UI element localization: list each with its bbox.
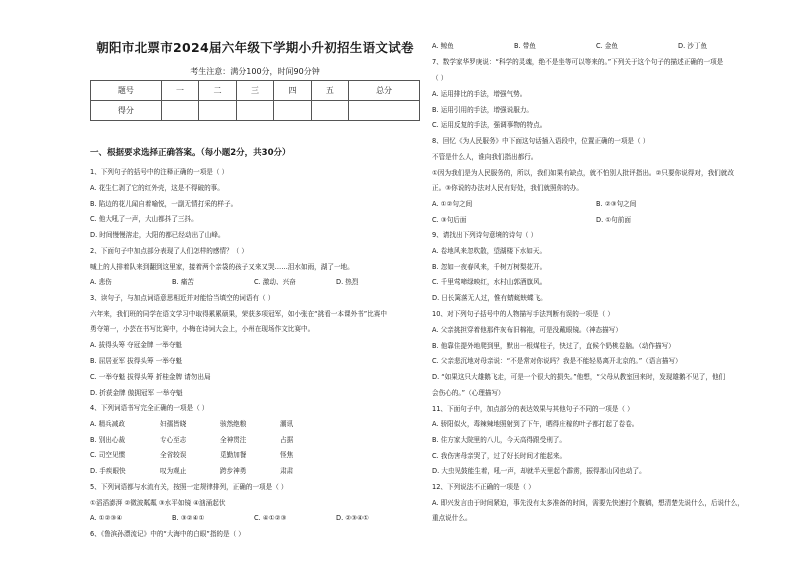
option: D. ①句前面 [596,216,631,224]
option-line: C. 运用反复的手法，强调事物的特点。 [432,121,547,129]
option-line: C. 千里莺啼绿映红，水村山郭酒旗风。 [432,278,547,286]
score-cell: 总分 [349,81,420,101]
exam-note: 考生注意：满分100分，时间90分钟 [190,67,320,76]
options-q5 [90,514,420,522]
option-line: A. 即兴发言由于时间紧迫，事先没有太多准备的时间，需要先快速打个腹稿，想清楚先说什么，后说什么， [432,499,744,507]
option: 占据 [280,436,294,444]
option-line: 会伤心的。”（心理描写） [432,389,505,397]
score-row-header [91,81,420,101]
options-q4-d [90,467,420,475]
options-q6 [432,42,762,50]
score-cell: 五 [311,81,348,101]
options-q8-ab [432,200,762,208]
options-q2 [90,278,420,286]
options-q4-b [90,436,420,444]
option: C. ④①②③ [254,514,287,522]
option: D. 热烈 [336,278,359,286]
question-line: 9、请找出下列诗句意境的诗句（ ） [432,231,538,239]
option: D. 手疾眼快 [90,467,126,475]
question-line: 3、读句子，与加点词语意思相近并对能恰当填空的词语有（ ） [90,294,275,302]
option-line: B. 住方家大院里的八儿，今天高得跟受刑了。 [432,436,566,444]
option: A. 精兵减政 [90,420,125,428]
option: D. 沙丁鱼 [678,42,708,50]
question-text: 勇夺第一，小芸在书写比赛中，小梅在诗词大会上，小州在现场作文比赛中。 [90,325,315,333]
question-line: 1、下列句子的括号中的注释正确的一项是（ ） [90,168,229,176]
option: 叹为观止 [160,467,187,475]
question-line: 5、下列词语都与水流有关，按照一定规律排列，正确的一项是（ ） [90,483,288,491]
option-line: C. 父亲悲沉地对母亲说：“不是常对你说吗？我是不能轻易离开北京的。”（语言描写） [432,357,682,365]
score-cell: 题号 [91,81,162,101]
option-line: D. 日长篱落无人过，惟有蜻蜓蛱蝶飞。 [432,294,547,302]
score-cell [236,101,273,121]
option: C. ③句后面 [432,216,467,224]
option: C. 司空见惯 [90,451,126,459]
score-cell [349,101,420,121]
option-line: A. 拔得头筹 夺冠金牌 一举夺魁 [90,341,182,349]
score-cell: 四 [274,81,311,101]
score-cell: 二 [199,81,236,101]
option: A. ①②③④ [90,514,123,522]
score-cell [311,101,348,121]
option: A. 悲伤 [90,278,112,286]
option-line: B. 忽如一夜春风来，千树万树梨花开。 [432,263,547,271]
option: 专心至志 [160,436,187,444]
option: C. 金鱼 [596,42,618,50]
question-line: 2、下面句子中加点部分表现了人们怎样的感情？（ ） [90,247,248,255]
option-line: A. 卷地风来忽吹散，望湖楼下水如天。 [432,247,547,255]
option: 觅勤加餐 [220,451,247,459]
section-heading: 一、根据要求选择正确答案。（每小题2分，共30分） [90,148,291,158]
option: B. 带鱼 [514,42,536,50]
options-q4-c [90,451,420,459]
option: B. ③②④① [172,514,205,522]
option: B. ②③句之间 [596,200,637,208]
score-cell [199,101,236,121]
option: 跨步神勇 [220,467,247,475]
option-line: D. 折获金牌 傲拥冠军 一举夺魁 [90,389,183,397]
option-line: B. 他靠住提外地爬到里，默出一根煤柱子，快过了，直候个奶桃卷脑。（动作描写） [432,342,675,350]
option-line: A. 骄阳似火，毒辣辣地照射到了下午，晒得庄稼的叶子都打起了卷卷。 [432,420,639,428]
option-line: A. 运用排比的手法，增强气势。 [432,90,527,98]
option-line: A. 花生仁剥了它的红外壳，这是不得破的事。 [90,184,224,192]
question-line: 11、下面句子中，加点部分的表达效果与其他句子不同的一项是（ ） [432,405,634,413]
option: 全神贯注 [220,436,247,444]
score-cell [274,101,311,121]
option: 全省较误 [160,451,187,459]
score-cell [161,101,198,121]
question-text: ①因为我们是为人民服务的，所以，我们如果有缺点，就不怕别人批评指出。②只要你说得对，我们就改 [432,169,734,177]
question-line: 6、《鲁滨孙漂流记》中的“大海中的白眼”指的是（ ） [90,530,245,538]
score-cell: 得分 [91,101,162,121]
option: C. 激动、兴奋 [254,278,296,286]
question-line: 7、数学家华罗庚说：“科学的灵魂，绝不是坐等可以等来的。”下列关于这个句子的描述正确的一项是 [432,58,724,66]
question-line: 10、对下列句子括号中的人物描写手法判断有误的一项是（ ） [432,310,614,318]
option: A. 鲸鱼 [432,42,454,50]
options-q8-cd [432,216,762,224]
option: 潮讯 [280,420,294,428]
option-line: B. 屈居亚军 拔得头筹 一举夺魁 [90,357,183,365]
question-line: 12、下列说法不正确的一项是（ ） [432,483,535,491]
score-cell: 一 [161,81,198,101]
option-line: B. 陷边的花儿闻自着喻悦，一副无情打采的样子。 [90,200,238,208]
exam-title: 朝阳市北票市2024届六年级下学期小升初招生语文试卷 [96,40,414,55]
option: A. ①②句之间 [432,200,473,208]
option-line: C. 我伤害母亲哭了，过了好长时间才能起来。 [432,452,567,460]
option-line: C. 他大吼了一声，大山都抖了三抖。 [90,215,198,223]
score-row-values [91,101,420,121]
score-table [90,80,420,121]
option-line: 重点说什么。 [432,514,472,522]
question-line: 4、下列词语书写完全正确的一项是（ ） [90,404,209,412]
option-line: D. “如果这只大雄鹅飞走，可是一个很大的损失。”他想，“父母从教室回来时，发现雄鹅不见了，他们 [432,373,726,381]
question-text: 喊上的人排着队来到翻到这里家，接着两个亲袋的孩子又来又哭……泪水如雨，湖了一地。 [90,263,354,271]
option-line: D. 大虫见鼓能生着，吼一声，却就半天里起个霹雳，振得那山冈也动了。 [432,467,646,475]
question-text: 正。③你说的办法对人民有好处，我们就照你的办。 [432,184,583,192]
question-text: ①滔滔澎湃 ②微波粼粼 ③水平如镜 ④汹涌起伏 [90,499,226,507]
option: 肃肃 [280,467,294,475]
option: D. ②③④① [336,514,369,522]
option-line: B. 运用引用的手法，增强说服力。 [432,106,534,114]
question-text: 六年来，我们班的同学在语文学习中取得累累硕果，荣获多项冠军，如小张在“挑看一本课外书”比赛中 [90,310,387,318]
option-line: D. 时间慢慢溶走，大阳的都已经动出了山峰。 [90,231,225,239]
score-cell: 三 [236,81,273,101]
option: B. 痛苦 [172,278,194,286]
options-q4-a [90,420,420,428]
option: 骇然绝粮 [220,420,247,428]
question-line: 8、回忆《为人民服务》中下面这句话插入语段中，位置正确的一项是（ ） [432,137,650,145]
option: 妇孺皆晓 [160,420,187,428]
option-line: A. 父亲挑担穿着他那件灰布旧棉袍，可是没戴眼镜。（神态描写） [432,326,622,334]
option: 怪焦 [280,451,294,459]
question-line: （ ） [432,74,448,82]
question-text: 不管是什么人，谁向我们指出都行。 [432,153,538,161]
option-line: C. 一举夺魁 拔得头筹 折桂金牌 请勿出局 [90,373,211,381]
option: B. 别出心裁 [90,436,126,444]
